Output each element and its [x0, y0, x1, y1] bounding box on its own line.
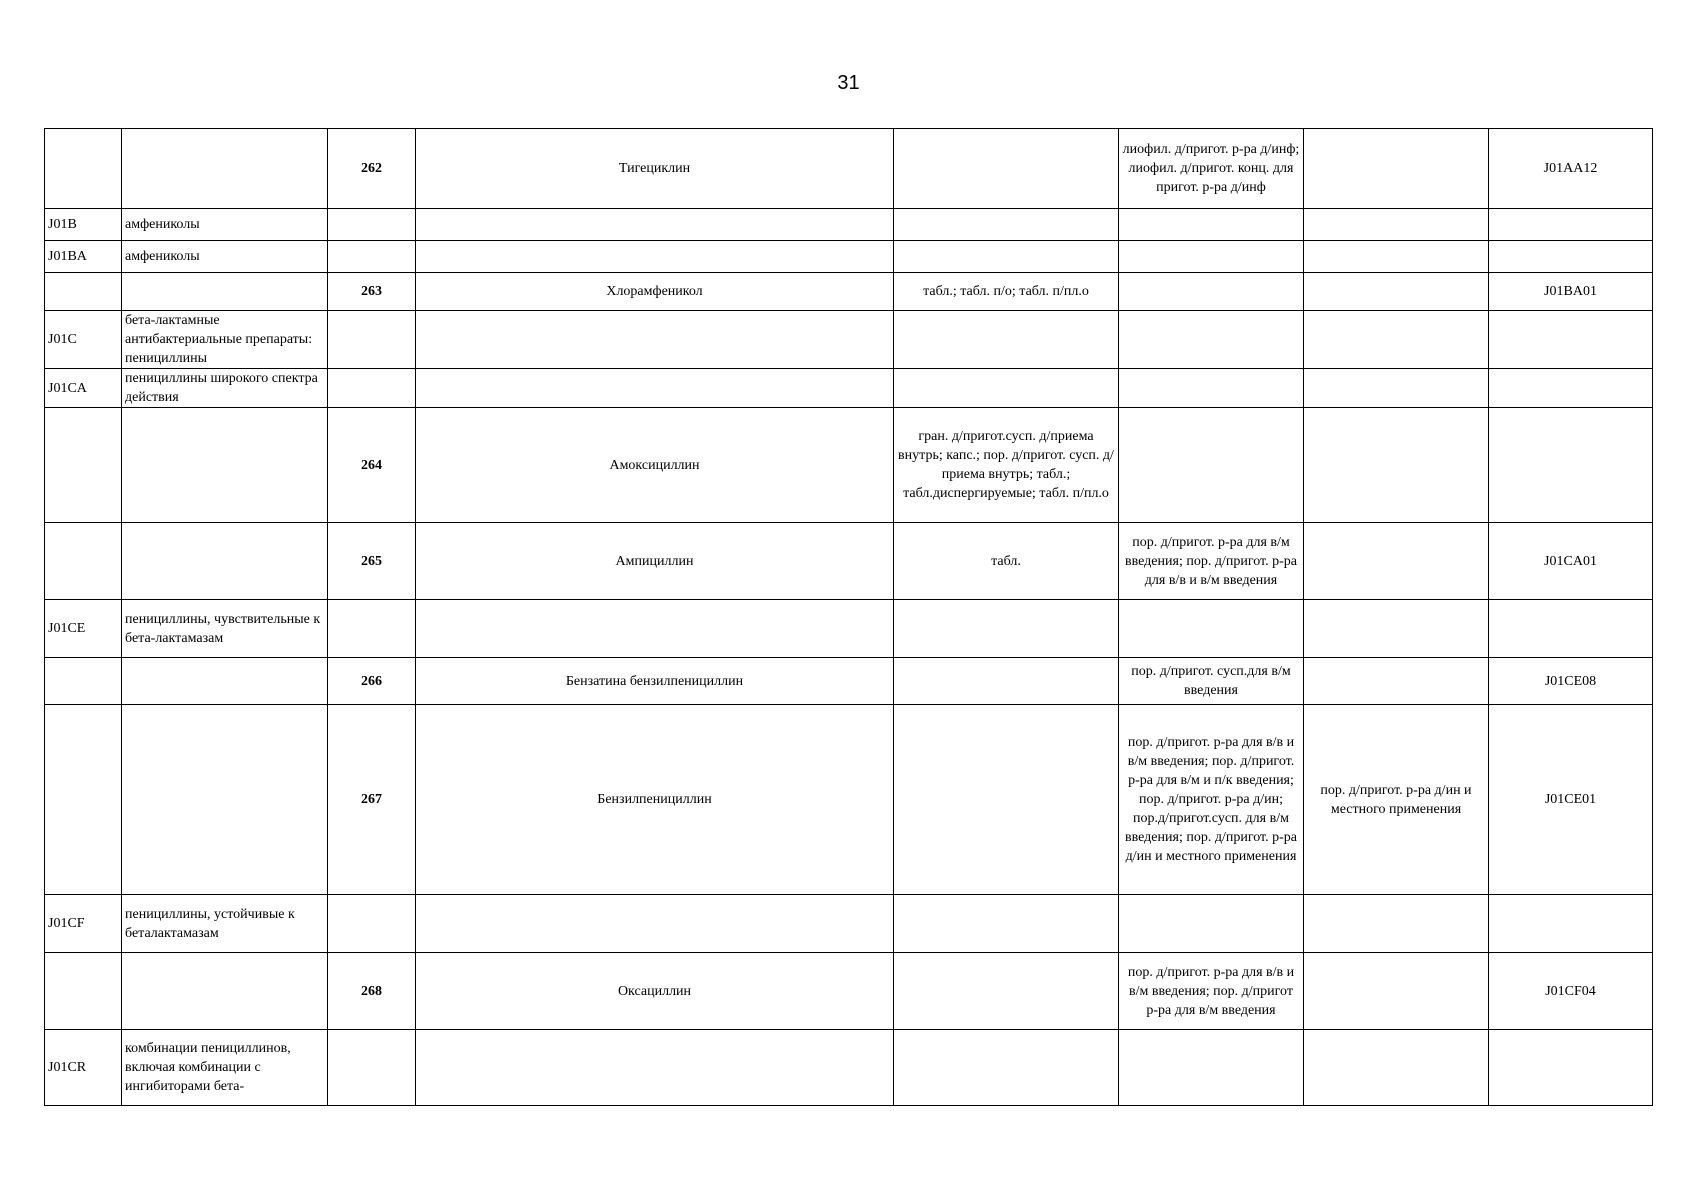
atc-group-code — [45, 129, 122, 209]
group-name — [122, 273, 328, 311]
dosage-form-cell — [1119, 241, 1304, 273]
row-number — [328, 1030, 416, 1106]
row-number: 262 — [328, 129, 416, 209]
table-row — [45, 209, 1653, 241]
dosage-form-cell — [1304, 311, 1489, 369]
table-row — [45, 1030, 1653, 1106]
atc-code — [1489, 600, 1653, 658]
atc-group-code — [45, 705, 122, 895]
drug-name — [416, 1030, 894, 1106]
dosage-form-cell: пор. д/пригот. р-ра д/ин и местного применения — [1304, 705, 1489, 895]
dosage-form-cell — [1119, 209, 1304, 241]
row-number: 265 — [328, 523, 416, 600]
dosage-form-cell — [894, 895, 1119, 953]
row-number: 263 — [328, 273, 416, 311]
row-number — [328, 600, 416, 658]
drug-name: Бензатина бензилпенициллин — [416, 658, 894, 705]
dosage-form-cell — [1304, 600, 1489, 658]
group-name — [122, 658, 328, 705]
dosage-form-cell — [894, 209, 1119, 241]
atc-code — [1489, 408, 1653, 523]
drug-name: Оксациллин — [416, 953, 894, 1030]
drug-name — [416, 209, 894, 241]
group-name — [122, 953, 328, 1030]
atc-code — [1489, 1030, 1653, 1106]
group-name: бета-лактамные антибактериальные препараты: пенициллины — [122, 311, 328, 369]
dosage-form-cell — [1119, 1030, 1304, 1106]
dosage-form-cell — [894, 658, 1119, 705]
dosage-form-cell: табл.; табл. п/о; табл. п/пл.о — [894, 273, 1119, 311]
group-name — [122, 129, 328, 209]
atc-code — [1489, 209, 1653, 241]
dosage-form-cell: пор. д/пригот. р-ра для в/в и в/м введения; пор. д/пригот р-ра для в/м введения — [1119, 953, 1304, 1030]
dosage-form-cell — [1119, 600, 1304, 658]
dosage-form-cell — [1304, 658, 1489, 705]
table-row — [45, 369, 1653, 408]
row-number: 267 — [328, 705, 416, 895]
dosage-form-cell — [894, 311, 1119, 369]
row-number — [328, 241, 416, 273]
atc-group-code — [45, 408, 122, 523]
table-row — [45, 273, 1653, 311]
atc-code: J01AA12 — [1489, 129, 1653, 209]
group-name — [122, 408, 328, 523]
dosage-form-cell — [894, 1030, 1119, 1106]
group-name: пенициллины, устойчивые к беталактамазам — [122, 895, 328, 953]
atc-code: J01CE08 — [1489, 658, 1653, 705]
table-row — [45, 523, 1653, 600]
dosage-form-cell — [1304, 523, 1489, 600]
dosage-form-cell — [1119, 273, 1304, 311]
atc-code: J01CE01 — [1489, 705, 1653, 895]
atc-code — [1489, 311, 1653, 369]
dosage-form-cell — [1304, 241, 1489, 273]
dosage-form-cell: гран. д/пригот.сусп. д/приема внутрь; капс.; пор. д/пригот. сусп. д/приема внутрь; табл.; табл.диспергируемые; табл. п/пл.о — [894, 408, 1119, 523]
table-row — [45, 311, 1653, 369]
atc-group-code: J01CF — [45, 895, 122, 953]
dosage-form-cell — [1304, 895, 1489, 953]
dosage-form-cell: лиофил. д/пригот. р-ра д/инф; лиофил. д/пригот. конц. для пригот. р-ра д/инф — [1119, 129, 1304, 209]
drug-name: Хлорамфеникол — [416, 273, 894, 311]
dosage-form-cell — [894, 600, 1119, 658]
row-number — [328, 311, 416, 369]
table-row — [45, 953, 1653, 1030]
dosage-form-cell — [1119, 408, 1304, 523]
dosage-form-cell — [1304, 1030, 1489, 1106]
group-name: пенициллины широкого спектра действия — [122, 369, 328, 408]
atc-group-code — [45, 523, 122, 600]
dosage-form-cell — [1304, 273, 1489, 311]
row-number: 266 — [328, 658, 416, 705]
atc-code — [1489, 241, 1653, 273]
page-number: 31 — [837, 72, 860, 94]
row-number — [328, 895, 416, 953]
group-name: пенициллины, чувствительные к бета-лактамазам — [122, 600, 328, 658]
atc-code: J01CA01 — [1489, 523, 1653, 600]
dosage-form-cell — [1119, 895, 1304, 953]
drug-name: Амоксициллин — [416, 408, 894, 523]
row-number — [328, 209, 416, 241]
dosage-form-cell: пор. д/пригот. р-ра для в/в и в/м введения; пор. д/пригот. р-ра для в/м и п/к введения; пор. д/пригот. р-ра д/ин; пор.д/пригот.сусп. для в/м введения; пор. д/пригот. р-ра д/ин и местного применения — [1119, 705, 1304, 895]
dosage-form-cell — [894, 369, 1119, 408]
dosage-form-cell — [1304, 953, 1489, 1030]
table-row — [45, 895, 1653, 953]
row-number: 268 — [328, 953, 416, 1030]
atc-code: J01BA01 — [1489, 273, 1653, 311]
drug-name — [416, 369, 894, 408]
atc-group-code: J01CA — [45, 369, 122, 408]
group-name: амфениколы — [122, 241, 328, 273]
dosage-form-cell — [894, 241, 1119, 273]
drug-name: Бензилпенициллин — [416, 705, 894, 895]
drug-name: Ампициллин — [416, 523, 894, 600]
dosage-form-cell — [894, 705, 1119, 895]
dosage-form-cell: табл. — [894, 523, 1119, 600]
atc-code: J01CF04 — [1489, 953, 1653, 1030]
table-row — [45, 658, 1653, 705]
row-number: 264 — [328, 408, 416, 523]
drug-name — [416, 600, 894, 658]
dosage-form-cell — [1304, 369, 1489, 408]
dosage-form-cell: пор. д/пригот. сусп.для в/м введения — [1119, 658, 1304, 705]
dosage-form-cell — [1119, 311, 1304, 369]
atc-group-code — [45, 953, 122, 1030]
drug-name — [416, 895, 894, 953]
group-name — [122, 705, 328, 895]
atc-group-code: J01BA — [45, 241, 122, 273]
dosage-form-cell — [1304, 129, 1489, 209]
table-row — [45, 241, 1653, 273]
atc-group-code: J01B — [45, 209, 122, 241]
table-row — [45, 600, 1653, 658]
table-row — [45, 129, 1653, 209]
atc-group-code — [45, 273, 122, 311]
drug-name: Тигециклин — [416, 129, 894, 209]
group-name — [122, 523, 328, 600]
dosage-form-cell — [894, 129, 1119, 209]
drug-name — [416, 311, 894, 369]
group-name: амфениколы — [122, 209, 328, 241]
dosage-form-cell: пор. д/пригот. р-ра для в/м введения; пор. д/пригот. р-ра для в/в и в/м введения — [1119, 523, 1304, 600]
drug-table — [44, 128, 1653, 1106]
atc-code — [1489, 369, 1653, 408]
group-name: комбинации пенициллинов, включая комбинации с ингибиторами бета- — [122, 1030, 328, 1106]
drug-name — [416, 241, 894, 273]
atc-group-code: J01CR — [45, 1030, 122, 1106]
atc-group-code — [45, 658, 122, 705]
dosage-form-cell — [1119, 369, 1304, 408]
table-row — [45, 705, 1653, 895]
dosage-form-cell — [894, 953, 1119, 1030]
atc-code — [1489, 895, 1653, 953]
atc-group-code: J01CE — [45, 600, 122, 658]
dosage-form-cell — [1304, 408, 1489, 523]
dosage-form-cell — [1304, 209, 1489, 241]
table-row — [45, 408, 1653, 523]
atc-group-code: J01C — [45, 311, 122, 369]
row-number — [328, 369, 416, 408]
